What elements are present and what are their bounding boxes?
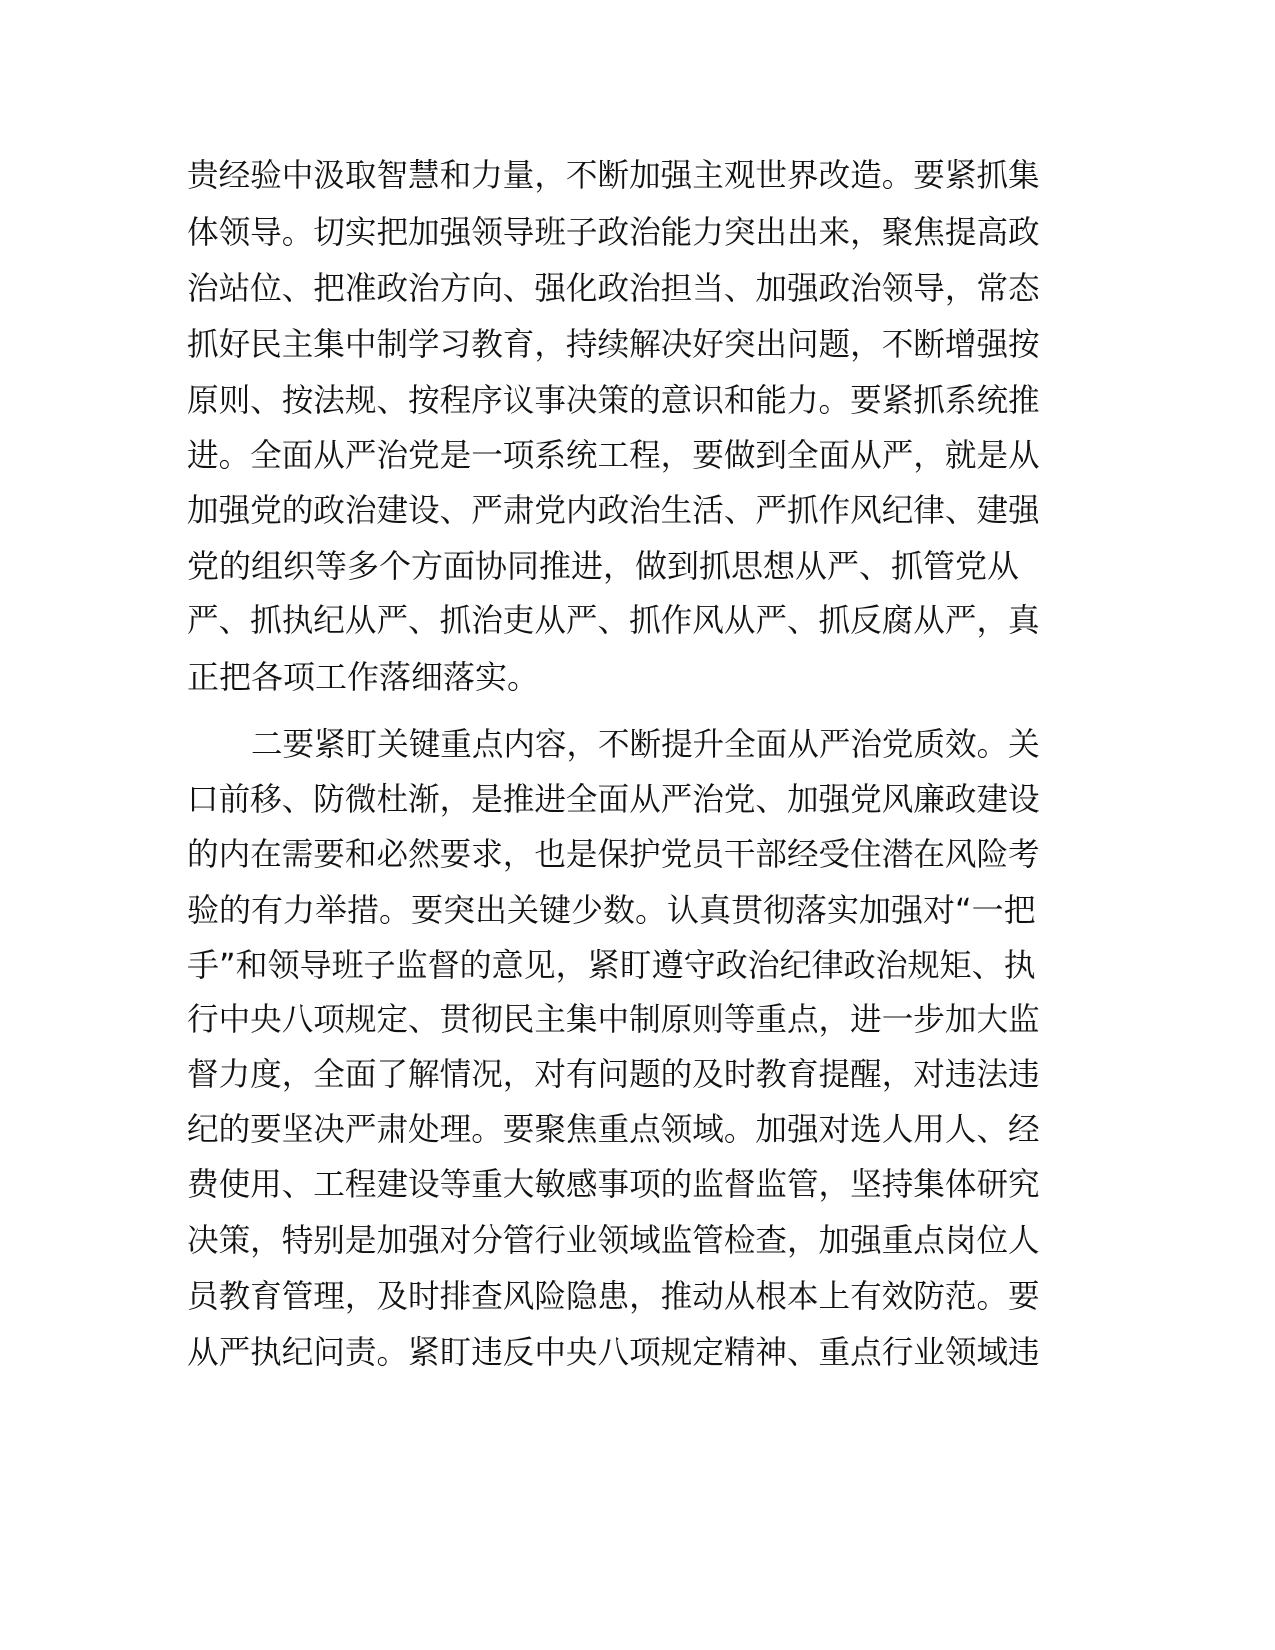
text-line: 加强党的政治建设、严肃党内政治生活、严抓作风纪律、建强 xyxy=(187,493,1040,529)
text-line: 治站位、把准政治方向、强化政治担当、加强政治领导，常态 xyxy=(187,271,1040,307)
text-line: 抓好民主集中制学习教育，持续解决好突出问题，不断增强按 xyxy=(187,327,1040,363)
text-line: 原则、按法规、按程序议事决策的意识和能力。要紧抓系统推 xyxy=(187,383,1040,419)
text-line: 进。全面从严治党是一项系统工程，要做到全面从严，就是从 xyxy=(187,438,1040,474)
text-line: 严、抓执纪从严、抓治吏从严、抓作风从严、抓反腐从严，真 xyxy=(187,603,1040,639)
text-line: 正把各项工作落细落实。 xyxy=(187,658,540,696)
text-line: 口前移、防微杜渐，是推进全面从严治党、加强党风廉政建设 xyxy=(187,782,1040,818)
text-line: 纪的要坚决严肃处理。要聚焦重点领域。加强对选人用人、经 xyxy=(187,1112,1040,1148)
paragraph-first-line: 二要紧盯关键重点内容，不断提升全面从严治党质效。关 xyxy=(251,727,1040,763)
text-line: 手”和领导班子监督的意见，紧盯遵守政治纪律政治规矩、执 xyxy=(187,946,1036,984)
text-line: 体领导。切实把加强领导班子政治能力突出出来，聚焦提高政 xyxy=(187,215,1040,251)
text-line: 费使用、工程建设等重大敏感事项的监督监管，坚持集体研究 xyxy=(187,1167,1040,1203)
text-line: 贵经验中汲取智慧和力量，不断加强主观世界改造。要紧抓集 xyxy=(187,158,1040,194)
text-line: 党的组织等多个方面协同推进，做到抓思想从严、抓管党从 xyxy=(187,547,1020,585)
text-line: 决策，特别是加强对分管行业领域监管检查，加强重点岗位人 xyxy=(187,1223,1040,1259)
text-line: 的内在需要和必然要求，也是保护党员干部经受住潜在风险考 xyxy=(187,837,1040,873)
text-line: 督力度，全面了解情况，对有问题的及时教育提醒，对违法违 xyxy=(187,1057,1040,1093)
text-line: 验的有力举措。要突出关键少数。认真贯彻落实加强对“一把 xyxy=(187,891,1036,929)
text-line: 行中央八项规定、贯彻民主集中制原则等重点，进一步加大监 xyxy=(187,1002,1040,1038)
text-line: 从严执纪问责。紧盯违反中央八项规定精神、重点行业领域违 xyxy=(187,1335,1040,1371)
text-line: 员教育管理，及时排查风险隐患，推动从根本上有效防范。要 xyxy=(187,1279,1040,1315)
